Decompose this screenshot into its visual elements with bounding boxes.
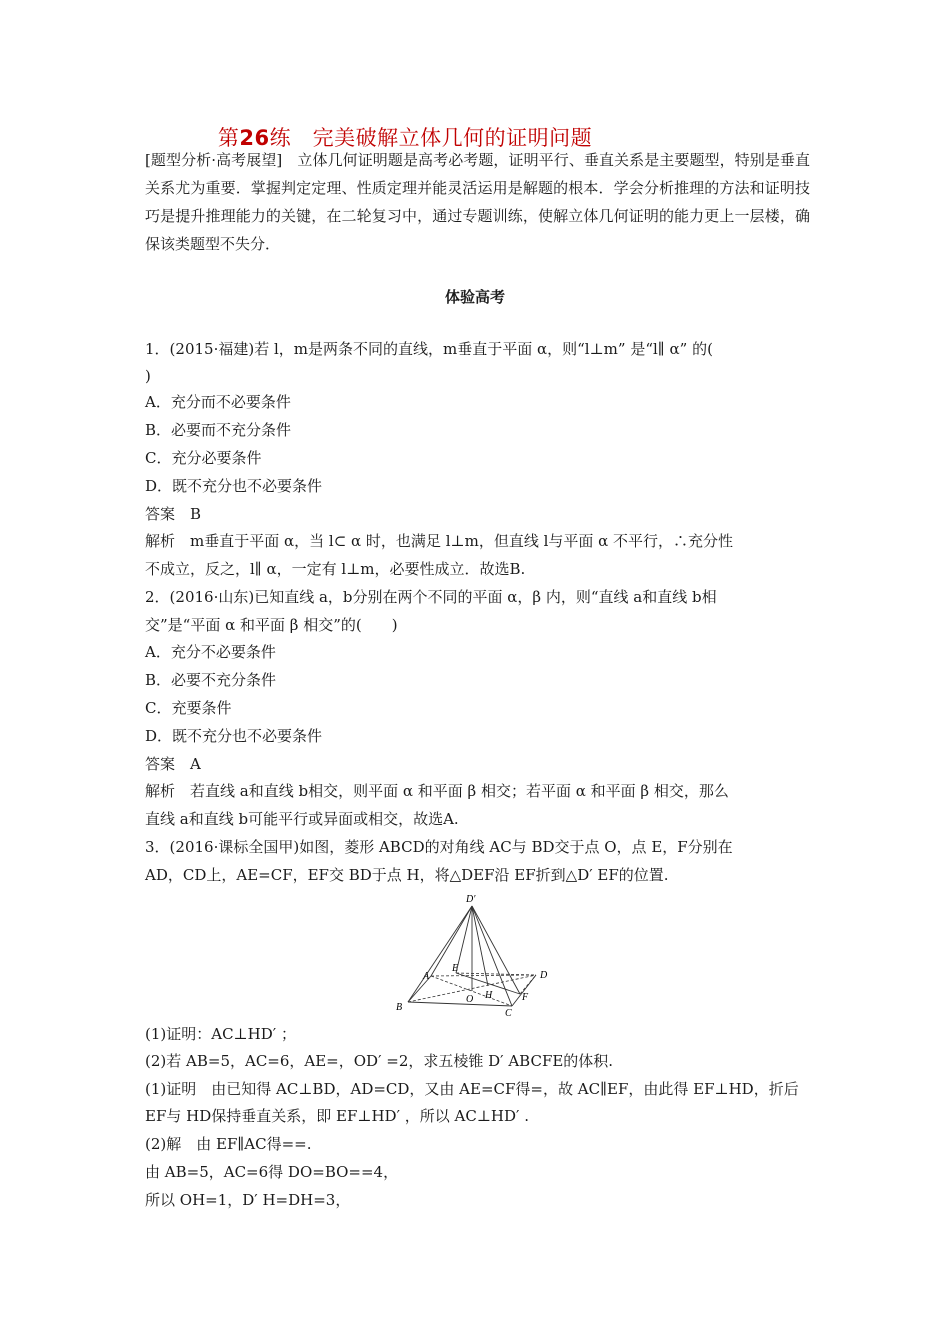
page-title: 第26练 完美破解立体几何的证明问题: [217, 126, 593, 150]
q1-option-b: B．必要而不充分条件: [145, 421, 292, 439]
q1-option-c: C．充分必要条件: [145, 449, 262, 467]
label-D-prime: D′: [466, 894, 476, 905]
q3-solution1-line1: (1)证明 由已知得 AC⊥BD，AD=CD，又由 AE=CF得=，故 AC∥EF，由此得 EF⊥HD，折后: [145, 1080, 799, 1098]
label-E: E: [452, 963, 459, 974]
label-A: A: [423, 971, 430, 982]
q3-stem-line1: 3．(2016·课标全国甲)如图，菱形 ABCD的对角线 AC与 BD交于点 O，点 E，F分别在: [145, 838, 733, 856]
q3-solution1-line2: EF与 HD保持垂直关系，即 EF⊥HD′ ，所以 AC⊥HD′ .: [145, 1107, 529, 1125]
q1-option-a: A．充分而不必要条件: [145, 393, 291, 411]
section-heading: 体验高考: [444, 288, 505, 306]
title-number: 26: [239, 126, 270, 150]
dashed-E-D: [456, 973, 536, 975]
q1-stem-line1: 1．(2015·福建)若 l，m是两条不同的直线，m垂直于平面 α，则“l⊥m” 是“l∥ α” 的(: [145, 340, 713, 358]
edge-B-C: [408, 1002, 512, 1006]
q3-solution2-line3: 所以 OH=1，D′ H=DH=3，: [145, 1191, 351, 1209]
label-F: F: [522, 992, 529, 1003]
edge-Dp-E: [456, 906, 472, 973]
q3-solution2-line2: 由 AB=5，AC=6得 DO=BO==4，: [145, 1163, 399, 1181]
q1-analysis-line2: 不成立，反之，l∥ α，一定有 l⊥m，必要性成立．故选B.: [145, 560, 526, 578]
q3-stem-line2: AD，CD上，AE=CF，EF交 BD于点 H，将△DEF沿 EF折到△D′ EF的位置.: [145, 866, 669, 884]
q1-option-d: D．既不充分也不必要条件: [145, 477, 323, 495]
q3-part2: (2)若 AB=5，AC=6，AE=，OD′ =2，求五棱锥 D′ ABCFE的体积.: [145, 1052, 614, 1070]
pyramid-figure: [390, 890, 560, 1020]
q1-answer: 答案 B: [145, 505, 202, 523]
q1-stem-line2: ): [145, 367, 151, 385]
q2-stem-line2: 交”是“平面 α 和平面 β 相交”的( ): [145, 616, 398, 634]
q2-answer: 答案 A: [145, 755, 201, 773]
label-O: O: [466, 994, 474, 1005]
label-B: B: [396, 1002, 403, 1013]
label-D: D: [540, 970, 548, 981]
intro-paragraph: [题型分析·高考展望] 立体几何证明题是高考必考题，证明平行、垂直关系是主要题型，特别是垂直关系尤为重要．掌握判定定理、性质定理并能灵活运用是解题的根本．学会分析推理的方法和证明技巧是提升推理能力的关键，在二轮复习中，通过专题训练，使解立体几何证明的能力更上一层楼，确保该类题型不失分．: [145, 151, 810, 253]
edge-Dp-B: [408, 906, 472, 1002]
q3-part1: (1)证明：AC⊥HD′ ；: [145, 1025, 296, 1043]
q3-solution2-line1: (2)解 由 EF∥AC得==.: [145, 1135, 312, 1153]
label-C: C: [505, 1008, 512, 1019]
q2-analysis-line2: 直线 a和直线 b可能平行或异面或相交，故选A.: [145, 810, 459, 828]
q2-analysis-line1: 解析 若直线 a和直线 b相交，则平面 α 和平面 β 相交；若平面 α 和平面 β 相交，那么: [145, 782, 729, 800]
q1-analysis-line1: 解析 m垂直于平面 α，当 l⊂ α 时，也满足 l⊥m，但直线 l与平面 α 不平行，∴充分性: [145, 532, 734, 550]
q2-stem-line1: 2．(2016·山东)已知直线 a，b分别在两个不同的平面 α，β 内，则“直线 a和直线 b相: [145, 588, 717, 606]
dashed-A-D: [431, 975, 536, 976]
q2-option-a: A．充分不必要条件: [145, 643, 276, 661]
q2-option-c: C．充要条件: [145, 699, 232, 717]
edge-Dp-H: [472, 906, 488, 986]
label-H: H: [485, 990, 493, 1001]
q2-option-b: B．必要不充分条件: [145, 671, 277, 689]
q2-option-d: D．既不充分也不必要条件: [145, 727, 323, 745]
